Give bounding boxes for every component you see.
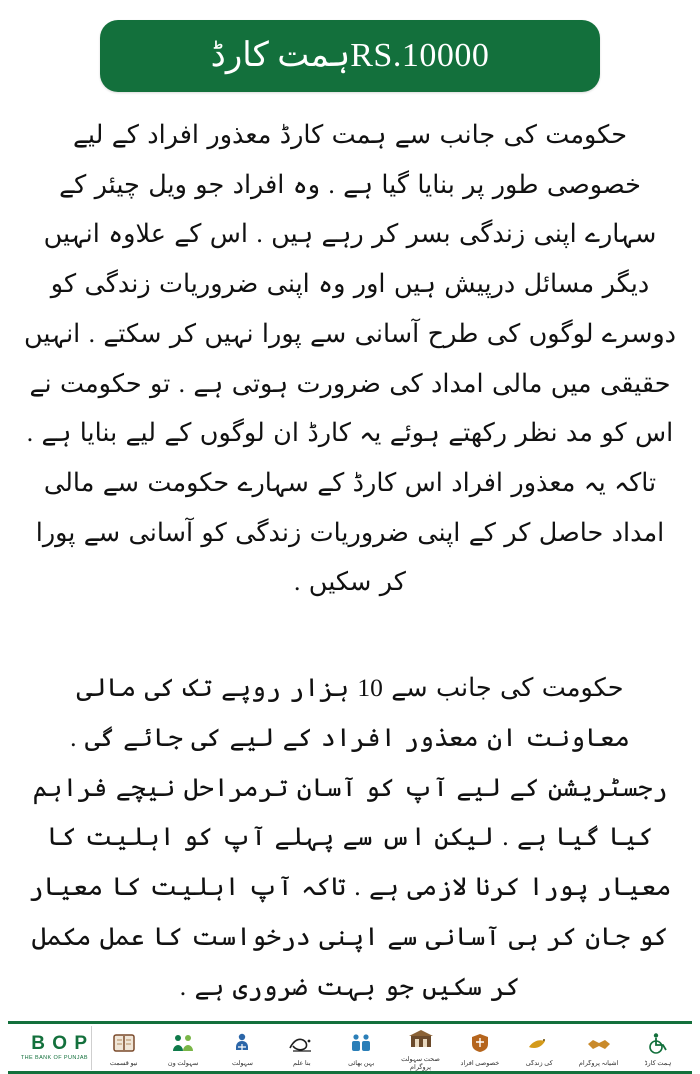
- program-logo-8: [511, 1028, 567, 1067]
- program-caption-2: سہولت ون: [167, 1059, 199, 1067]
- program-caption-5: بہن بھائی: [348, 1059, 375, 1067]
- footer-logo-strip: [8, 1021, 692, 1074]
- program-caption-10: ہمت کارڈ: [644, 1059, 672, 1067]
- program-caption-7: خصوصی افراد: [460, 1059, 500, 1067]
- program-caption-4: بنا علم: [292, 1059, 311, 1067]
- paragraph-one: حکومت کی جانب سے ہمت کارڈ معذور افراد کے لیے خصوصی طور پر بنایا گیا ہے . وہ افراد جو ویل چیئر کے سہارے اپنی زندگی بسر کر رہے ہیں . اس کے علاوہ انہیں دیگر مسائل درپیش ہیں اور وہ اپنی ضروریات زندگی کو دوسرے لوگوں کی طرح آسانی سے پورا نہیں کر سکتے . انہیں حقیقی میں مالی امداد کی ضرورت ہوتی ہے . تو حکومت نے اس کو مد نظر رکھتے ہوئے یہ کارڈ ان لوگوں کے لیے بنایا ہے . تاکہ یہ معذور افراد اس کارڈ کے سہارے حکومت سے مالی امداد حاصل کر کے اپنی ضروریات زندگی کو آسانی سے پورا کر سکیں .: [24, 120, 676, 597]
- crest-icon: [467, 1028, 493, 1058]
- program-logo-5: [333, 1028, 389, 1067]
- banner-title-urdu: ہمت کارڈ: [210, 37, 351, 74]
- paragraph-two: حکومت کی جانب سے 10 ہزار روپے تک کی مالی معاونت ان معذور افراد کے لیے کی جائے گی . رجسٹریشن کے لیے آپ کو آسان ترمراحل نیچے فراہم کیا گیا ہے . لیکن اس سے پہلے آپ کو اہلیت کا معیار پورا کرنا لازمی ہے . تاکہ آپ اہلیت کا معیار کو جان کر ہی آسانی سے اپنی درخواست کا عمل مکمل کر سکیں جو بہت ضروری ہے .: [28, 673, 672, 1001]
- program-logo-4: [274, 1028, 330, 1067]
- program-logo-7: [452, 1028, 508, 1067]
- program-logo-6: [393, 1024, 449, 1071]
- article-content: [0, 96, 700, 1021]
- two-people-icon: [348, 1028, 374, 1058]
- bird-icon: [525, 1028, 553, 1058]
- program-logo-10: [630, 1028, 686, 1067]
- program-logo-3: [214, 1028, 270, 1067]
- building-icon: [407, 1024, 435, 1054]
- program-logo-2: [155, 1028, 211, 1067]
- family-icon: [170, 1028, 196, 1058]
- footer-divider: [91, 1026, 92, 1070]
- program-caption-8: کی زندگی: [525, 1059, 553, 1067]
- book-icon: [111, 1028, 137, 1058]
- program-caption-1: نیو قسمت: [109, 1059, 138, 1067]
- banner-title: [211, 39, 490, 73]
- bop-letters: B O P: [31, 1033, 88, 1055]
- wheelchair-icon: [645, 1028, 671, 1058]
- banner-amount: RS.10000: [350, 37, 490, 74]
- program-caption-9: آشیانہ پروگرام: [578, 1059, 619, 1067]
- program-caption-3: سہولت: [231, 1059, 253, 1067]
- calligraphy-icon: [287, 1028, 317, 1058]
- bank-of-punjab-logo: [14, 1034, 88, 1061]
- program-caption-6: صحت سہولت پروگرام: [401, 1056, 440, 1071]
- header-banner-wrapper: [0, 0, 700, 96]
- header-banner: [100, 20, 600, 92]
- program-logo-9: [571, 1028, 627, 1067]
- program-logo-1: [96, 1028, 152, 1067]
- people-icon: [229, 1028, 255, 1058]
- bop-subtitle: THE BANK OF PUNJAB: [20, 1055, 88, 1062]
- handshake-icon: [585, 1028, 613, 1058]
